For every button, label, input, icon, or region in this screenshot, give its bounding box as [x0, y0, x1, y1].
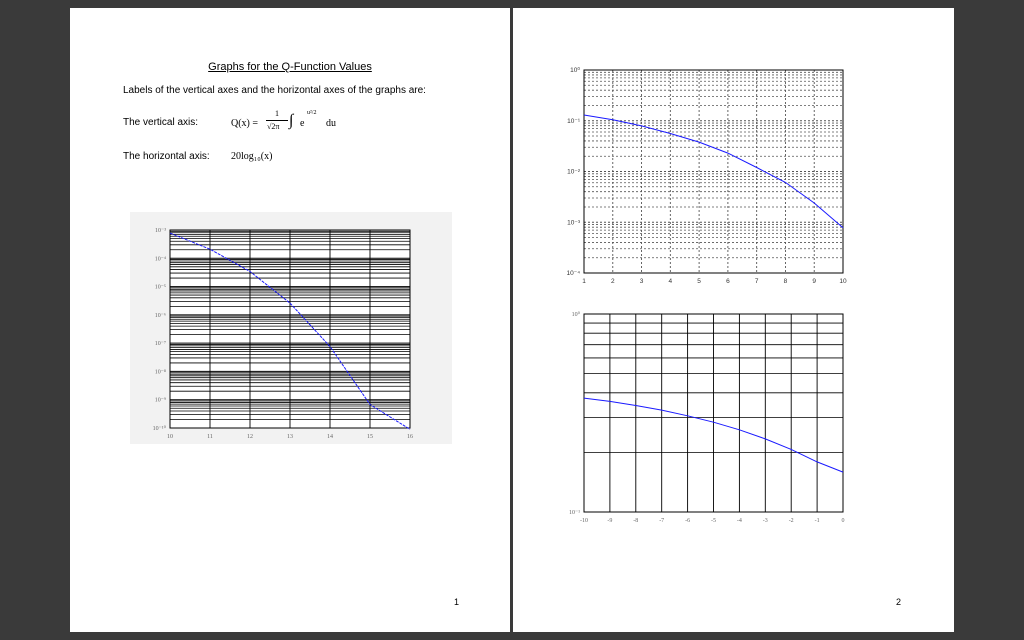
- integral-sign: ∫: [289, 112, 294, 129]
- page-title: Graphs for the Q-Function Values: [208, 61, 372, 73]
- x-tick-label: 0: [841, 518, 845, 524]
- page-number: 1: [454, 597, 460, 607]
- y-tick-label: 10⁻¹⁰: [152, 426, 166, 432]
- x-tick-label: 5: [697, 278, 701, 285]
- x-tick-label: 13: [287, 434, 293, 440]
- formula-exponent: u²/2: [307, 110, 317, 116]
- intro-text: Labels of the vertical axes and the horizontal axes of the graphs are:: [123, 85, 426, 96]
- y-tick-label: 10⁻¹: [569, 510, 580, 516]
- x-tick-label: -5: [711, 518, 716, 524]
- horizontal-axis-label: The horizontal axis:: [123, 151, 210, 162]
- formula-lhs: Q(x) =: [231, 118, 259, 129]
- x-tick-label: -4: [736, 518, 742, 524]
- formula-du: du: [326, 118, 336, 129]
- x-tick-label: 6: [726, 278, 730, 285]
- x-tick-label: -6: [685, 518, 691, 524]
- chart-q-function-1-10: [553, 60, 853, 290]
- y-tick-label: 10⁻³: [567, 219, 580, 227]
- x-tick-label: 7: [754, 278, 759, 285]
- chart-q-function-10-16: [130, 212, 452, 444]
- vertical-axis-formula: [231, 109, 341, 139]
- x-tick-label: 12: [247, 434, 253, 440]
- x-tick-label: 10: [167, 434, 173, 440]
- x-tick-label: 1: [582, 278, 586, 285]
- y-tick-label: 10⁻⁹: [154, 397, 166, 404]
- y-tick-label: 10⁰: [571, 312, 580, 318]
- document-page-2: [513, 8, 954, 632]
- document-page-1: [70, 8, 510, 632]
- x-tick-label: 15: [367, 434, 373, 440]
- y-tick-label: 10⁻⁴: [566, 270, 580, 277]
- x-tick-label: -2: [788, 518, 794, 524]
- x-tick-label: 16: [407, 434, 413, 440]
- horizontal-axis-formula: 20log₁₀(x): [231, 151, 273, 162]
- x-tick-label: 14: [327, 434, 333, 440]
- y-tick-label: 10⁻⁶: [154, 312, 166, 319]
- formula-numerator: 1: [275, 109, 279, 118]
- y-tick-label: 10⁻⁷: [154, 341, 166, 348]
- x-tick-label: -1: [814, 518, 820, 524]
- x-tick-label: 4: [668, 278, 673, 285]
- x-tick-label: -7: [659, 518, 665, 524]
- x-tick-label: 3: [639, 278, 644, 285]
- x-tick-label: -8: [633, 518, 639, 524]
- chart-q-function-neg10-0: [553, 302, 853, 528]
- x-tick-label: -9: [607, 518, 613, 524]
- y-tick-label: 10⁻¹: [567, 117, 580, 125]
- x-tick-label: 2: [610, 278, 615, 285]
- x-tick-label: 9: [812, 278, 817, 285]
- x-tick-label: -3: [762, 518, 768, 524]
- y-tick-label: 10⁻³: [155, 228, 166, 234]
- x-tick-label: 11: [207, 434, 213, 440]
- formula-denominator: √2π: [267, 122, 280, 131]
- x-tick-label: 8: [783, 278, 788, 285]
- vertical-axis-label: The vertical axis:: [123, 117, 199, 128]
- y-tick-label: 10⁻⁵: [154, 284, 166, 291]
- y-tick-label: 10⁻⁴: [154, 256, 166, 263]
- y-tick-label: 10⁻⁸: [154, 369, 166, 376]
- y-tick-label: 10⁻²: [567, 168, 580, 176]
- y-tick-label: 10⁰: [570, 67, 580, 74]
- formula-integrand: e: [300, 118, 305, 129]
- x-tick-label: 10: [839, 278, 847, 285]
- page-number-2: 2: [896, 597, 902, 607]
- x-tick-label: -10: [580, 518, 588, 524]
